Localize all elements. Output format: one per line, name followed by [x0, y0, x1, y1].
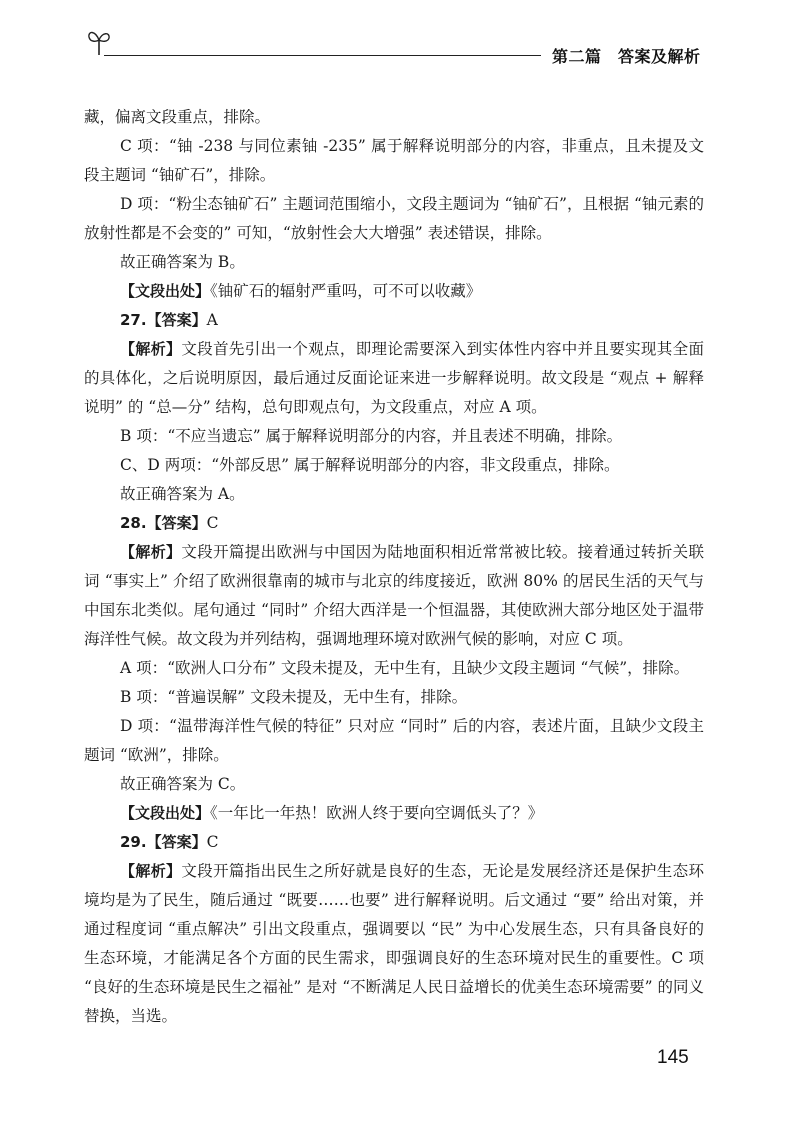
- running-header: [0, 0, 800, 70]
- paragraph: D 项：“粉尘态铀矿石” 主题词范围缩小，文段主题词为 “铀矿石”，且根据 “铀元素的放射性都是不会变的” 可知，“放射性会大大增强” 表述错误，排除。: [84, 195, 704, 242]
- answer-value: C: [206, 514, 219, 532]
- analysis-text: 文段开篇提出欧洲与中国因为陆地面积相近常常被比较。接着通过转折关联词 “事实上” 介绍了欧洲很靠南的城市与北京的纬度接近，欧洲 80% 的居民生活的天气与中国东北类似。尾句通过 “同时” 介绍大西洋是一个恒温器，其使欧洲大部分地区处于温带海洋性气候。故文段为并列结构，强调地理环境对欧洲气候的影响，对应 C 项。: [84, 543, 704, 648]
- analysis-text: 文段首先引出一个观点，即理论需要深入到实体性内容中并且要实现其全面的具体化，之后说明原因，最后通过反面论证来进一步解释说明。故文段是 “观点 + 解释说明” 的 “总—分” 结构，总句即观点句，为文段重点，对应 A 项。: [84, 340, 704, 416]
- answer-value: A: [206, 311, 218, 329]
- source-line: [84, 277, 704, 306]
- header-title: 第二篇 答案及解析: [552, 47, 701, 66]
- paragraph: C 项：“铀 -238 与同位素铀 -235” 属于解释说明部分的内容，非重点，且未提及文段主题词 “铀矿石”，排除。: [84, 137, 704, 184]
- source-tag: 【文段出处】: [120, 804, 211, 822]
- paragraph: A 项：“欧洲人口分布” 文段未提及，无中生有，且缺少文段主题词 “气候”，排除。: [120, 659, 690, 677]
- source-line: [84, 799, 704, 828]
- analysis-tag: 【解析】: [120, 862, 182, 880]
- answer-line: [84, 509, 704, 538]
- analysis-tag: 【解析】: [120, 543, 182, 561]
- paragraph: 故正确答案为 B。: [120, 253, 245, 271]
- answer-value: C: [206, 833, 219, 851]
- analysis-paragraph: [84, 335, 704, 422]
- question-number: 27.: [120, 311, 147, 329]
- paragraph: B 项：“普遍误解” 文段未提及，无中生有，排除。: [120, 688, 468, 706]
- question-number: 29.: [120, 833, 147, 851]
- source-text: 《一年比一年热！欧洲人终于要向空调低头了？》: [210, 804, 544, 822]
- answer-tag: 【答案】: [146, 311, 207, 329]
- paragraph: 故正确答案为 A。: [120, 485, 245, 503]
- paragraph: 藏，偏离文段重点，排除。: [84, 108, 271, 126]
- analysis-paragraph: [84, 538, 704, 654]
- answer-line: [84, 306, 704, 335]
- paragraph: 故正确答案为 C。: [120, 775, 246, 793]
- paragraph: C、D 两项：“外部反思” 属于解释说明部分的内容，非文段重点，排除。: [120, 456, 620, 474]
- page-number: 145: [657, 1047, 689, 1068]
- source-tag: 【文段出处】: [120, 282, 211, 300]
- analysis-tag: 【解析】: [120, 340, 182, 358]
- answer-line: [84, 828, 704, 857]
- analysis-text: 文段开篇指出民生之所好就是良好的生态，无论是发展经济还是保护生态环境均是为了民生，随后通过 “既要……也要” 进行解释说明。后文通过 “要” 给出对策，并通过程度词 “重点解决” 引出文段重点，强调要以 “民” 为中心发展生态，只有具备良好的生态环境，才能满足各个方面的民生需求，即强调良好的生态环境对民生的重要性。C 项 “良好的生态环境是民生之福祉” 是对 “不断满足人民日益增长的优美生态环境需要” 的同义替换，当选。: [84, 862, 704, 1025]
- question-number: 28.: [120, 514, 147, 532]
- paragraph: B 项：“不应当遗忘” 属于解释说明部分的内容，并且表述不明确，排除。: [120, 427, 623, 445]
- source-text: 《铀矿石的辐射严重吗，可不可以收藏》: [210, 282, 482, 300]
- paragraph: D 项：“温带海洋性气候的特征” 只对应 “同时” 后的内容，表述片面，且缺少文段主题词 “欧洲”，排除。: [84, 717, 704, 764]
- answer-tag: 【答案】: [146, 514, 207, 532]
- page-body: [84, 103, 704, 1031]
- answer-tag: 【答案】: [146, 833, 207, 851]
- header-rule: [104, 55, 541, 56]
- analysis-paragraph: [84, 857, 704, 1031]
